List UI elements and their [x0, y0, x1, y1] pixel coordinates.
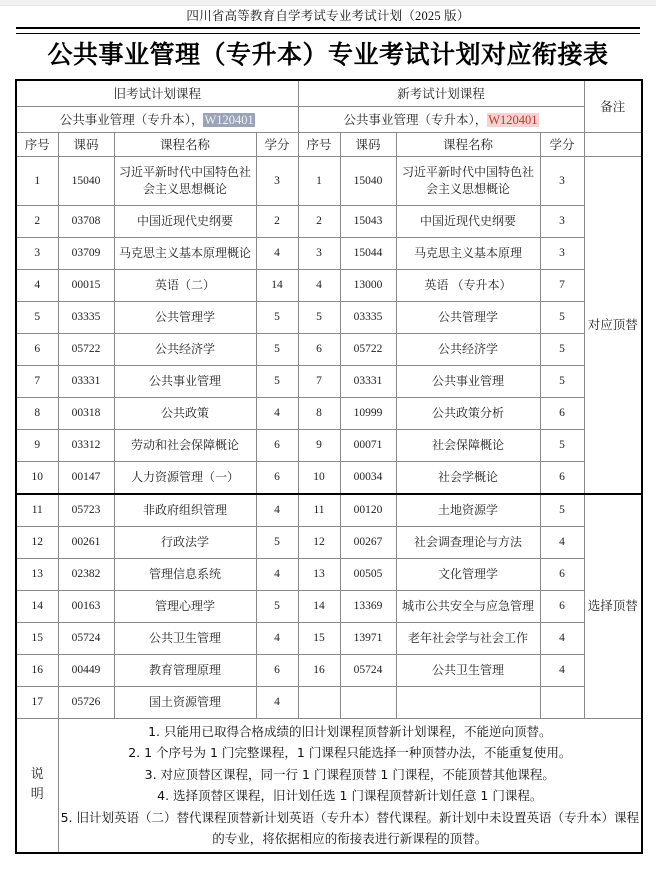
cell-new-name: 老年社会学与社会工作: [396, 622, 540, 654]
cell-new-code: 00505: [340, 558, 396, 590]
cell-old-code: 05724: [58, 622, 114, 654]
cell-new-name: 社会学概论: [396, 461, 540, 494]
table-row: [16, 429, 642, 461]
cell-old-seq: 16: [16, 654, 58, 686]
cell-new-name: 公共经济学: [396, 333, 540, 365]
cell-old-seq: 17: [16, 686, 58, 718]
cell-old-credit: 4: [256, 397, 298, 429]
cell-new-name: 中国近现代史纲要: [396, 205, 540, 237]
cell-old-seq: 8: [16, 397, 58, 429]
cell-old-seq: 5: [16, 301, 58, 333]
cell-old-code: 02382: [58, 558, 114, 590]
note-item: 3. 对应顶替区课程，同一行 1 门课程顶替 1 门课程，不能顶替其他课程。: [144, 766, 555, 782]
table-row: [16, 590, 642, 622]
cell-new-name: 文化管理学: [396, 558, 540, 590]
remark-corresponding: [584, 156, 642, 494]
cell-old-seq: 1: [16, 156, 58, 205]
remark-corresponding-label: 对应顶替: [587, 317, 638, 332]
cell-old-code: 03708: [58, 205, 114, 237]
cell-old-name: 公共事业管理: [114, 365, 256, 397]
cell-new-seq: 9: [298, 429, 340, 461]
cell-new-code: [340, 686, 396, 718]
col-head-old-name: 课程名称: [114, 132, 256, 156]
group-header-remark: 备注: [584, 80, 642, 132]
cell-old-code: 00261: [58, 526, 114, 558]
table-row: [16, 397, 642, 429]
cell-old-credit: 3: [256, 156, 298, 205]
cell-new-code: 03331: [340, 365, 396, 397]
col-head-new-name: 课程名称: [396, 132, 540, 156]
cell-old-code: 05726: [58, 686, 114, 718]
table-row: [16, 156, 642, 205]
cell-old-seq: 14: [16, 590, 58, 622]
cell-old-name: 国土资源管理: [114, 686, 256, 718]
cell-new-credit: 5: [540, 365, 584, 397]
notes-content: [58, 718, 642, 853]
cell-new-name: 社会保障概论: [396, 429, 540, 461]
col-head-old-code: 课码: [58, 132, 114, 156]
cell-new-seq: 4: [298, 269, 340, 301]
remark-optional-label: 选择顶替: [587, 599, 638, 613]
cell-new-seq: [298, 686, 340, 718]
cell-old-seq: 15: [16, 622, 58, 654]
cell-old-name: 公共卫生管理: [114, 622, 256, 654]
table-row: [16, 269, 642, 301]
cell-new-credit: 5: [540, 429, 584, 461]
cell-old-code: 00147: [58, 461, 114, 494]
table-row: [16, 558, 642, 590]
cell-old-code: 00318: [58, 397, 114, 429]
cell-new-credit: [540, 686, 584, 718]
cell-old-credit: 4: [256, 558, 298, 590]
cell-old-name: 行政法学: [114, 526, 256, 558]
cell-new-seq: 13: [298, 558, 340, 590]
cell-old-credit: 4: [256, 237, 298, 269]
col-head-new-seq: 序号: [298, 132, 340, 156]
table-plan-row: [16, 106, 642, 132]
cell-new-name: 习近平新时代中国特色社会主义思想概论: [396, 156, 540, 205]
notes-label-char-2: 明: [30, 787, 44, 802]
cell-old-seq: 7: [16, 365, 58, 397]
old-plan-major: 公共事业管理（专升本），: [59, 113, 204, 127]
cell-old-name: 人力资源管理（一）: [114, 461, 256, 494]
cell-new-seq: 14: [298, 590, 340, 622]
cell-new-credit: 5: [540, 494, 584, 527]
cell-new-seq: 8: [298, 397, 340, 429]
remark-optional: [584, 494, 642, 719]
cell-old-code: 00163: [58, 590, 114, 622]
table-row: [16, 526, 642, 558]
cell-new-code: 05724: [340, 654, 396, 686]
table-row: [16, 301, 642, 333]
cell-new-credit: 3: [540, 156, 584, 205]
cell-new-credit: 4: [540, 622, 584, 654]
cell-old-code: 00449: [58, 654, 114, 686]
cell-new-credit: 6: [540, 590, 584, 622]
cell-new-credit: 4: [540, 526, 584, 558]
group-header-new: 新考试计划课程: [298, 80, 584, 106]
cell-new-code: 13369: [340, 590, 396, 622]
new-plan-cell: [298, 106, 584, 132]
cell-old-name: 教育管理原理: [114, 654, 256, 686]
cell-old-seq: 10: [16, 461, 58, 494]
cell-new-name: 社会调查理论与方法: [396, 526, 540, 558]
course-mapping-table: [15, 79, 643, 854]
cell-old-code: 03335: [58, 301, 114, 333]
cell-old-name: 公共管理学: [114, 301, 256, 333]
cell-new-code: 15043: [340, 205, 396, 237]
cell-old-seq: 6: [16, 333, 58, 365]
old-plan-cell: [16, 106, 298, 132]
old-plan-code: W120401: [204, 113, 254, 127]
cell-old-code: 03312: [58, 429, 114, 461]
new-plan-code: W120401: [488, 113, 538, 127]
col-head-remark-spacer: [584, 132, 642, 156]
table-row: [16, 365, 642, 397]
cell-old-credit: 14: [256, 269, 298, 301]
cell-new-credit: 6: [540, 558, 584, 590]
cell-old-credit: 5: [256, 590, 298, 622]
group-header-old: 旧考试计划课程: [16, 80, 298, 106]
cell-new-name: [396, 686, 540, 718]
cell-old-code: 15040: [58, 156, 114, 205]
cell-old-name: 中国近现代史纲要: [114, 205, 256, 237]
page-title: 公共事业管理（专升本）专业考试计划对应衔接表: [47, 42, 609, 69]
cell-old-credit: 4: [256, 622, 298, 654]
cell-new-code: 00267: [340, 526, 396, 558]
cell-old-name: 非政府组织管理: [114, 494, 256, 527]
running-head: 四川省高等教育自学考试专业考试计划（2025 版）: [186, 9, 470, 23]
cell-new-seq: 6: [298, 333, 340, 365]
cell-new-code: 15040: [340, 156, 396, 205]
cell-old-name: 劳动和社会保障概论: [114, 429, 256, 461]
cell-new-seq: 7: [298, 365, 340, 397]
note-item: 2. 1 个序号为 1 门完整课程，1 门课程只能选择一种顶替办法，不能重复使用。: [128, 745, 572, 760]
notes-label-char-1: 说: [30, 767, 44, 782]
new-plan-major: 公共事业管理（专升本），: [343, 113, 488, 127]
cell-old-seq: 11: [16, 494, 58, 527]
cell-old-name: 管理心理学: [114, 590, 256, 622]
cell-old-seq: 3: [16, 237, 58, 269]
header-divider-rule: [16, 27, 640, 34]
cell-old-credit: 6: [256, 461, 298, 494]
cell-old-name: 公共政策: [114, 397, 256, 429]
cell-old-seq: 13: [16, 558, 58, 590]
cell-new-credit: 3: [540, 237, 584, 269]
cell-new-name: 公共卫生管理: [396, 654, 540, 686]
table-column-header-row: [16, 132, 642, 156]
cell-new-seq: 16: [298, 654, 340, 686]
table-row: [16, 654, 642, 686]
cell-new-seq: 12: [298, 526, 340, 558]
table-row: [16, 686, 642, 718]
cell-new-seq: 11: [298, 494, 340, 527]
table-row: [16, 494, 642, 527]
note-item: 4. 选择顶替区课程，旧计划任选 1 门课程顶替新计划任意 1 门课程。: [157, 788, 543, 803]
cell-new-name: 公共事业管理: [396, 365, 540, 397]
cell-new-credit: 6: [540, 397, 584, 429]
cell-new-code: 03335: [340, 301, 396, 333]
cell-old-credit: 4: [256, 686, 298, 718]
col-head-old-credit: 学分: [256, 132, 298, 156]
cell-old-seq: 4: [16, 269, 58, 301]
cell-old-credit: 6: [256, 654, 298, 686]
cell-new-code: 15044: [340, 237, 396, 269]
cell-old-code: 03709: [58, 237, 114, 269]
cell-new-credit: 5: [540, 333, 584, 365]
cell-new-seq: 3: [298, 237, 340, 269]
cell-old-code: 05722: [58, 333, 114, 365]
cell-old-code: 05723: [58, 494, 114, 527]
cell-new-code: 13971: [340, 622, 396, 654]
note-item: 1. 只能用已取得合格成绩的旧计划课程顶替新计划课程，不能逆向顶替。: [148, 723, 552, 739]
table-group-header-row: [16, 80, 642, 106]
col-head-old-seq: 序号: [16, 132, 58, 156]
cell-new-name: 土地资源学: [396, 494, 540, 527]
notes-label: [16, 718, 58, 853]
cell-new-credit: 5: [540, 301, 584, 333]
cell-new-code: 00034: [340, 461, 396, 494]
cell-old-name: 管理信息系统: [114, 558, 256, 590]
cell-new-code: 00120: [340, 494, 396, 527]
cell-old-seq: 9: [16, 429, 58, 461]
cell-old-seq: 12: [16, 526, 58, 558]
cell-new-code: 00071: [340, 429, 396, 461]
cell-old-code: 03331: [58, 365, 114, 397]
table-row: [16, 622, 642, 654]
cell-old-name: 马克思主义基本原理概论: [114, 237, 256, 269]
cell-old-credit: 2: [256, 205, 298, 237]
cell-old-seq: 2: [16, 205, 58, 237]
cell-old-credit: 4: [256, 494, 298, 527]
cell-new-seq: 1: [298, 156, 340, 205]
cell-old-code: 00015: [58, 269, 114, 301]
cell-new-credit: 7: [540, 269, 584, 301]
cell-new-name: 城市公共安全与应急管理: [396, 590, 540, 622]
cell-old-credit: 5: [256, 365, 298, 397]
cell-new-credit: 6: [540, 461, 584, 494]
cell-old-name: 英语（二）: [114, 269, 256, 301]
cell-new-name: 马克思主义基本原理: [396, 237, 540, 269]
cell-new-name: 英语 （专升本）: [396, 269, 540, 301]
cell-new-code: 10999: [340, 397, 396, 429]
table-row: [16, 461, 642, 494]
cell-new-seq: 15: [298, 622, 340, 654]
cell-old-credit: 6: [256, 429, 298, 461]
table-row: [16, 237, 642, 269]
table-notes-row: [16, 718, 642, 853]
cell-new-name: 公共管理学: [396, 301, 540, 333]
cell-new-seq: 5: [298, 301, 340, 333]
col-head-new-credit: 学分: [540, 132, 584, 156]
cell-new-code: 13000: [340, 269, 396, 301]
cell-new-credit: 3: [540, 205, 584, 237]
cell-old-credit: 5: [256, 526, 298, 558]
cell-new-credit: 4: [540, 654, 584, 686]
cell-new-seq: 10: [298, 461, 340, 494]
col-head-new-code: 课码: [340, 132, 396, 156]
table-row: [16, 333, 642, 365]
cell-new-seq: 2: [298, 205, 340, 237]
cell-new-code: 05722: [340, 333, 396, 365]
cell-new-name: 公共政策分析: [396, 397, 540, 429]
cell-old-name: 公共经济学: [114, 333, 256, 365]
cell-old-name: 习近平新时代中国特色社会主义思想概论: [114, 156, 256, 205]
cell-old-credit: 5: [256, 333, 298, 365]
note-item: 5. 旧计划英语（二）替代课程顶替新计划英语（专升本）替代课程。新计划中未设置英语（专升本）课程的专业，将依据相应的衔接表进行新课程的顶替。: [60, 809, 639, 846]
cell-old-credit: 5: [256, 301, 298, 333]
table-row: [16, 205, 642, 237]
